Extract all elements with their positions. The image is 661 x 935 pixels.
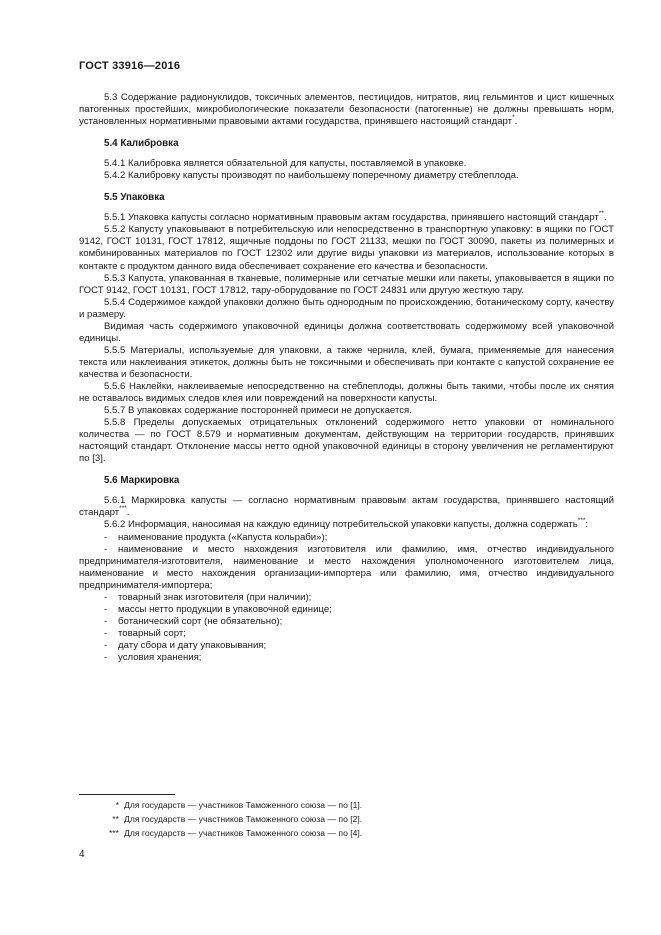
paragraph-5-5-8: 5.5.8 Пределы допускаемых отрицательных отклонений содержимого нетто упаковки от номинального количества — по ГОСТ 8.579 и нормативным документам, действующим на территории государств, принявших настоящий стандарт. Отклонение массы нетто одной упаковочной единицы в сторону увеличения не регламентируют по [3]. bbox=[79, 417, 614, 465]
footnote-ref[interactable]: ** bbox=[598, 210, 604, 218]
paragraph-5-5-6: 5.5.6 Наклейки, наклеиваемые непосредственно на стеблеплоды, должны быть такими, чтобы после их снятия не оставалось видимых следов клея или повреждений на поверхности капусты. bbox=[79, 380, 614, 405]
list-item: - товарный знак изготовителя (при наличии); bbox=[104, 591, 312, 603]
paragraph-5-5-3: 5.5.3 Капуста, упакованная в тканевые, полимерные или сетчатые мешки или пакеты, упаковывается в ящики по ГОСТ 9142, ГОСТ 10131, ГОСТ 17812, тару-оборудование по ГОСТ 24831 или другую жесткую тару. bbox=[79, 272, 614, 296]
list-item: - ботанический сорт (не обязательно); bbox=[104, 615, 283, 627]
paragraph-5-5-2: 5.5.2 Капусту упаковывают в потребительскую или непосредственно в транспортную упаковку: в ящики по ГОСТ 9142, ГОСТ 10131, ГОСТ 17812, ящичные поддоны по ГОСТ 21133, мешки по ГОСТ 30090, пакеты из полимерных и комбинированных материалов по ГОСТ 12302 или другие виды упаковки из материалов, использование которых в контакте с продуктом данного вида обеспечивает сохранение его качества и безопасности. bbox=[79, 224, 614, 272]
list-item: - дату сбора и дату упаковывания; bbox=[104, 639, 267, 651]
footnote-ref[interactable]: * bbox=[512, 114, 515, 122]
section-title-calibration: 5.4 Калибровка bbox=[104, 138, 179, 150]
footnote-ref[interactable]: *** bbox=[577, 517, 586, 525]
list-item: - массы нетто продукции в упаковочной единице; bbox=[104, 603, 332, 615]
section-title-packaging: 5.5 Упаковка bbox=[104, 192, 165, 204]
main-content bbox=[79, 92, 614, 664]
footnote-ref[interactable]: *** bbox=[119, 505, 127, 513]
list-item: - наименование и место нахождения изготовителя или фамилию, имя, отчество индивидуального предпринимателя-изготовителя, наименование и место нахождения уполномоченного изготовителем лица, наименование и место нахождения организации-импортера или фамилию, имя, отчество индивидуального предпринимателя-импортера; bbox=[79, 543, 614, 591]
paragraph-5-6-1: 5.6.1 Маркировка капусты — согласно нормативным правовым актам государства, принявшего настоящий стандарт***. bbox=[79, 495, 614, 519]
footnote: ** Для государств — участников Таможенного союза — по [2]. bbox=[112, 814, 363, 824]
marking-list bbox=[79, 532, 614, 665]
paragraph-5-5-4: 5.5.4 Содержимое каждой упаковки должно быть однородным по происхождению, ботаническому сорту, качеству и размеру. bbox=[79, 296, 614, 320]
paragraph-5-5-1: 5.5.1 Упаковка капусты согласно нормативным правовым актам государства, принявшего настоящий стандарт**. bbox=[104, 210, 607, 224]
paragraph-5-4-2: 5.4.2 Калибровку капусты производят по наибольшему поперечному диаметру стеблеплода. bbox=[104, 170, 519, 182]
paragraph-5-5-4b: Видимая часть содержимого упаковочной единицы должна соответствовать содержимому всей упаковочной единицы. bbox=[79, 320, 614, 344]
paragraph-5-5-5: 5.5.5 Материалы, используемые для упаковки, а также чернила, клей, бумага, применяемые для нанесения текста или наклеивания этикеток, должны быть не токсичными и обеспечивать при контакте с капустой сохранение ее качества и безопасности. bbox=[79, 344, 614, 380]
footnote-divider bbox=[79, 794, 175, 795]
document-header: ГОСТ 33916—2016 bbox=[79, 60, 181, 72]
paragraph-text: 5.3 Содержание радионуклидов, токсичных элементов, пестицидов, нитратов, яиц гельминтов и цист кишечных патогенных простейших, микробиологические показатели безопасности (патогенные) не должны превышать норм, установленных нормативными правовыми актами государства, принявшего настоящий стандарт bbox=[79, 92, 614, 128]
list-item: - условия хранения; bbox=[104, 651, 202, 663]
footnote: *** Для государств — участников Таможенного союза — по [4]. bbox=[108, 828, 363, 838]
paragraph-5-6-2: 5.6.2 Информация, наносимая на каждую единицу потребительской упаковки капусты, должна содержать***: bbox=[104, 517, 589, 531]
list-item: - наименование продукта («Капуста кольраби»); bbox=[104, 531, 328, 543]
paragraph-5-5-7: 5.5.7 В упаковках содержание посторонней примеси не допускается. bbox=[104, 405, 412, 417]
page-number: 4 bbox=[79, 849, 85, 860]
section-title-marking: 5.6 Маркировка bbox=[104, 475, 180, 487]
paragraph-5-4-1: 5.4.1 Калибровка является обязательной для капусты, поставляемой в упаковке. bbox=[104, 158, 467, 170]
list-item: - товарный сорт; bbox=[104, 627, 186, 639]
paragraph-5-3: 5.3 Содержание радионуклидов, токсичных элементов, пестицидов, нитратов, яиц гельминтов и цист кишечных патогенных простейших, микробиологические показатели безопасности (патогенные) не должны превышать норм, установленных нормативными правовыми актами государства, принявшего настоящий стандарт*. bbox=[79, 92, 614, 128]
footnote: * Для государств — участников Таможенного союза — по [1]. bbox=[115, 800, 363, 810]
